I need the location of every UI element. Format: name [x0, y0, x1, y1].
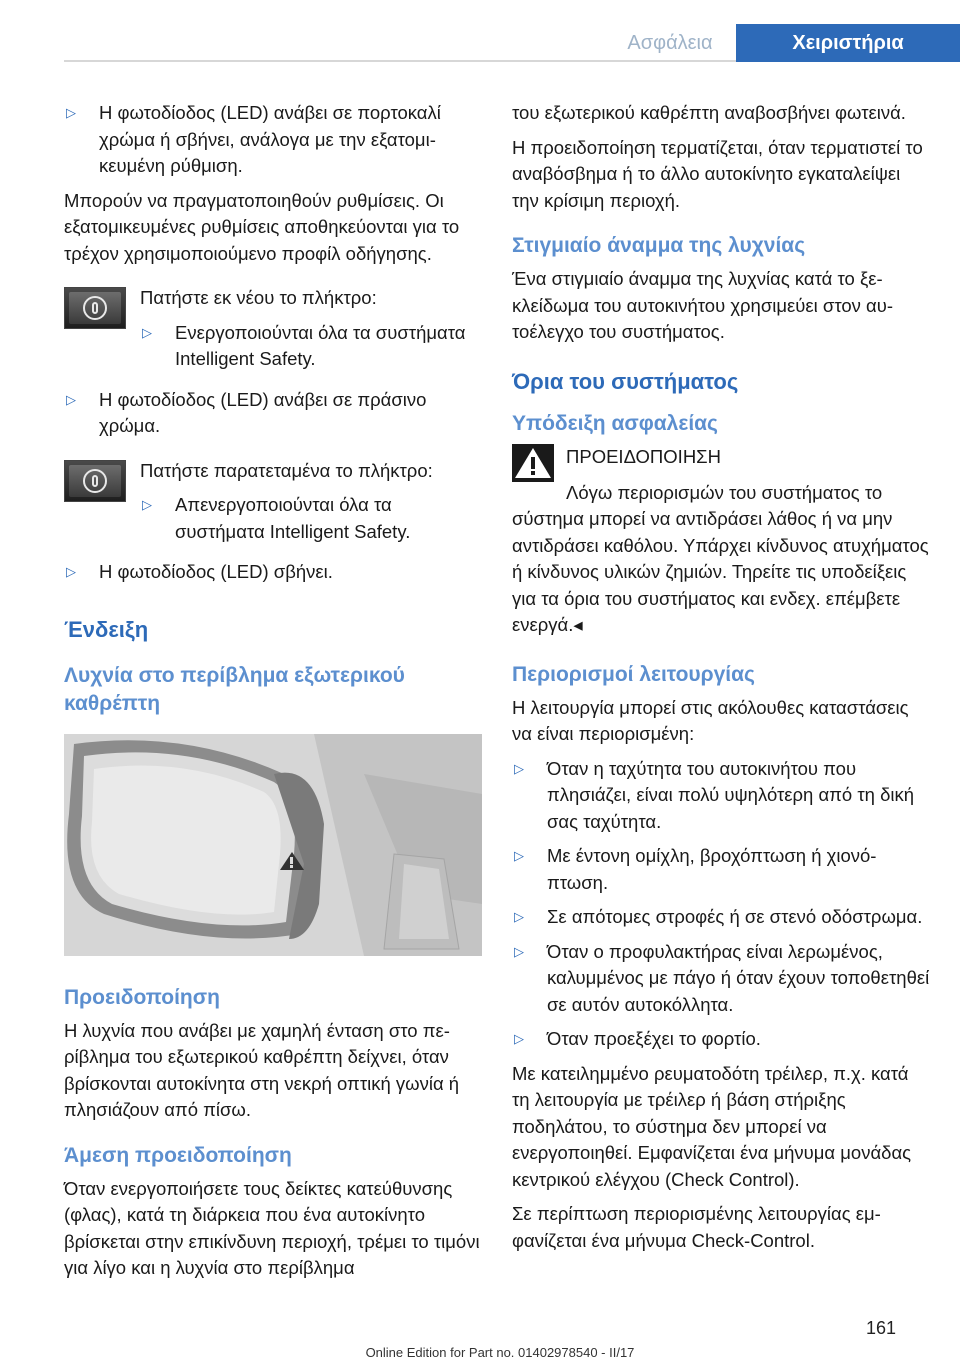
warning-block — [512, 444, 930, 482]
paragraph: Σε περίπτωση περιορισμένης λειτουργίας εμφανίζεται ένα μήνυμα Check-Control. — [512, 1203, 881, 1251]
list-item: ▷ Η φωτοδίοδος (LED) ανάβει σε πράσινο χρώμα. — [66, 388, 427, 436]
triangle-bullet-icon: ▷ — [142, 324, 152, 340]
triangle-bullet-icon: ▷ — [142, 497, 152, 512]
mirror-photo — [64, 734, 482, 956]
triangle-bullet-icon: ▷ — [514, 760, 524, 776]
subsection-heading: Λυχνία στο περίβλημα εξωτερικού καθρέπτη — [64, 663, 405, 715]
paragraph: Η λειτουργία μπορεί στις ακόλουθες καταστάσεις να είναι περιορισμένη: — [512, 696, 909, 744]
intelligent-safety-button-icon — [64, 460, 126, 502]
key-instruction-text: Πατήστε εκ νέου το πλήκτρο: — [140, 287, 377, 308]
triangle-bullet-icon: ▷ — [514, 909, 524, 924]
header-chapter-tab[interactable]: Χειριστήρια — [736, 24, 960, 62]
left-column — [64, 100, 482, 1290]
edition-footer: Online Edition for Part no. 01402978540 - II/17 — [365, 1345, 635, 1360]
subsection-heading: Περιορισμοί λειτουργίας — [512, 662, 755, 686]
header-section-tab[interactable]: Ασφάλεια — [627, 31, 713, 54]
list-item: ▷ Η φωτοδίοδος (LED) ανάβει σε πορτοκαλί χρώμα ή σβήνει, ανάλογα με την εξατομικευμένη ρύθμιση. — [66, 102, 441, 176]
warning-text: Λόγω περιορισμών του συστήματος το σύστημα μπορεί να αντιδράσει λάθος ή να μην αντιδράσει καθόλου. Υπάρχει κίνδυνος ατυχήματος ή κίνδυνος υλικών ζημιών. Τηρείτε τις υποδείξεις για τα όρια του συστήματος και ενδεχ. επέμβετε ενεργά.◂ — [512, 481, 929, 635]
list-item: ▷ Η φωτοδίοδος (LED) σβήνει. — [64, 559, 482, 586]
subsection-heading: Στιγμιαίο άναμμα της λυχνίας — [512, 234, 806, 257]
page-number: 161 — [865, 1318, 896, 1338]
side-mirror-image — [64, 734, 482, 956]
list-item: ▷ Με έντονη ομίχλη, βροχόπτωση ή χιονόπτωση. — [514, 845, 877, 893]
paragraph: Μπορούν να πραγματοποιηθούν ρυθμίσεις. Οι εξατομικευμένες ρυθμίσεις αποθηκεύονται για το τρέχον χρησιμοποιούμενο προφίλ οδήγησης. — [64, 189, 460, 264]
list-item: ▷ Όταν προεξέχει το φορτίο. — [512, 1026, 930, 1053]
subsection-heading: Άμεση προειδοποίηση — [64, 1143, 292, 1167]
warning-title: ΠΡΟΕΙΔΟΠΟΙΗΣΗ — [566, 445, 721, 467]
paragraph: Με κατειλημμένο ρευματοδότη τρέιλερ, π.χ. κατά τη λειτουργία με τρέιλερ ή βάση στήριξης ποδηλάτου, το σύστημα δεν μπορεί να ενεργοποιηθεί. Εμφανίζεται ένα μήνυμα μονάδας κεντρικού ελέγχου (Check Control). — [512, 1062, 912, 1190]
intelligent-safety-button-icon — [64, 287, 126, 329]
paragraph: Η λυχνία που ανάβει με χαμηλή ένταση στο περίβλημα του εξωτερικού καθρέπτη δείχνει, όταν βρίσκονται αυτοκίνητα στη νεκρή οπτική γωνία ή πλησιάζουν από πίσω. — [64, 1019, 460, 1120]
list-item: ▷ Όταν ο προφυλακτήρας είναι λερωμένος, καλυμμένος με πάγο ή όταν έχουν τοποθετηθεί σε αυτόν αυτοκόλλητα. — [514, 940, 930, 1015]
list-item: ▷ Ενεργοποιούνται όλα τα συστήματα Intelligent Safety. — [142, 321, 466, 369]
triangle-bullet-icon: ▷ — [514, 943, 524, 959]
subsection-heading: Υπόδειξη ασφαλείας — [512, 411, 718, 435]
key-instruction-text: Πατήστε παρατεταμένα το πλήκτρο: — [140, 459, 433, 481]
paragraph: του εξωτερικού καθρέπτη αναβοσβήνει φωτεινά. — [512, 102, 906, 123]
paragraph: Όταν ενεργοποιήσετε τους δείκτες κατεύθυνσης (φλας), κατά τη διάρκεια που ένα αυτοκίνητο βρίσκεται στην επικίνδυνη περιοχή, τρέμει το τιμόνι για λίγο και η λυχνία στο περίβλημα — [64, 1177, 480, 1278]
list-item: ▷ Απενεργοποιούνται όλα τα συστήματα Intelligent Safety. — [142, 494, 411, 542]
triangle-bullet-icon: ▷ — [514, 1031, 524, 1046]
section-heading: Ένδειξη — [64, 616, 149, 642]
paragraph: Ένα στιγμιαίο άναμμα της λυχνίας κατά το ξεκλείδωμα του αυτοκινήτου χρησιμεύει στον αυτοέλεγχο του συστήματος. — [512, 268, 894, 342]
key-instruction — [64, 285, 482, 381]
list-item: ▷ Σε απότομες στροφές ή σε στενό οδόστρωμα. — [512, 904, 930, 931]
triangle-bullet-icon: ▷ — [66, 105, 76, 120]
triangle-bullet-icon: ▷ — [514, 848, 524, 863]
triangle-bullet-icon: ▷ — [66, 564, 76, 579]
warning-icon — [512, 444, 554, 482]
subsection-heading: Προειδοποίηση — [64, 985, 220, 1009]
right-column — [512, 100, 930, 1262]
list-item: ▷ Όταν η ταχύτητα του αυτοκινήτου που πλησιάζει, είναι πολύ υψηλότερη από τη δική σας ταχύτητα. — [514, 757, 915, 832]
paragraph: Η προειδοποίηση τερματίζεται, όταν τερματιστεί το αναβόσβημα ή το άλλο αυτοκίνητο εγκαταλείψει την κρίσιμη περιοχή. — [512, 136, 923, 211]
key-instruction — [64, 458, 482, 554]
triangle-bullet-icon: ▷ — [66, 391, 76, 407]
section-heading: Όρια του συστήματος — [512, 368, 739, 394]
